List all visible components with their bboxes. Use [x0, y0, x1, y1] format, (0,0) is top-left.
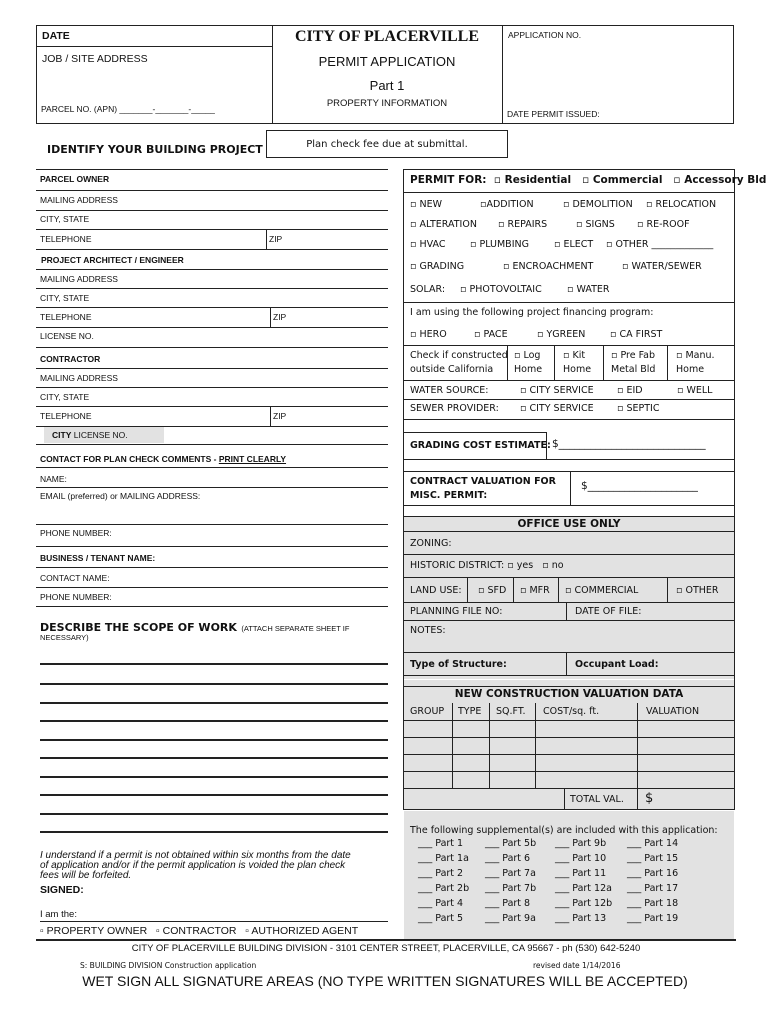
supplemental-part-label: Part 1: [435, 838, 464, 849]
val-col-sqft: SQ.FT.: [496, 706, 526, 717]
understand-text: I understand if a permit is not obtained within six months from the date of application and/or if the permit application is voided the plan check fees will be forfeited.: [40, 850, 351, 881]
supplemental-part-checkbox[interactable]: ___ Part 6: [485, 853, 531, 864]
solar-row: SOLAR: ▫ PHOTOVOLTAIC ▫ WATER: [410, 284, 610, 295]
phone-number-label-2: PHONE NUMBER:: [40, 592, 112, 602]
contract-valuation-label: CONTRACT VALUATION FOR MISC. PERMIT:: [410, 476, 556, 501]
supplemental-part-checkbox[interactable]: ___ Part 7a: [485, 868, 536, 879]
supplemental-part-checkbox[interactable]: ___ Part 18: [627, 898, 679, 909]
repairs-checkbox[interactable]: ▫: [498, 219, 505, 230]
sewer-city-checkbox[interactable]: ▫: [520, 403, 527, 414]
financing-row: ▫ HERO ▫ PACE ▫ YGREEN ▫ CA FIRST: [410, 329, 663, 340]
property-info: PROPERTY INFORMATION: [326, 98, 448, 109]
supplemental-part-label: Part 17: [644, 883, 679, 894]
role-options: ▫ PROPERTY OWNER ▫ CONTRACTOR ▫ AUTHORIZED AGENT: [40, 925, 359, 937]
historic-yes-checkbox[interactable]: ▫: [507, 560, 514, 571]
sfd-checkbox[interactable]: ▫ SFD: [478, 585, 507, 596]
log-home-option[interactable]: ▫ Log Home: [514, 350, 543, 375]
hvac-checkbox[interactable]: ▫: [410, 239, 417, 250]
office-use-title: OFFICE USE ONLY: [517, 518, 621, 530]
plan-check-note: Plan check fee due at submittal.: [266, 130, 508, 158]
architect-label: PROJECT ARCHITECT / ENGINEER: [41, 255, 184, 265]
notes-label: NOTES:: [410, 625, 446, 636]
supplemental-part-label: Part 14: [644, 838, 679, 849]
supplemental-part-label: Part 1a: [435, 853, 469, 864]
supplemental-part-label: Part 12b: [572, 898, 613, 909]
commercial-checkbox[interactable]: ▫: [582, 174, 590, 186]
authorized-agent-checkbox[interactable]: ▫: [245, 925, 250, 937]
supplemental-part-label: Part 7b: [502, 883, 537, 894]
re-roof-checkbox[interactable]: ▫: [637, 219, 644, 230]
supplemental-part-label: Part 11: [572, 868, 607, 879]
supplemental-part-label: Part 12a: [572, 883, 612, 894]
total-val-dollar: $: [645, 791, 654, 806]
i-am-label: I am the:: [40, 909, 77, 920]
manu-home-option[interactable]: ▫ Manu. Home: [676, 350, 715, 375]
residential-checkbox[interactable]: ▫: [493, 174, 501, 186]
supplemental-part-checkbox[interactable]: ___ Part 19: [627, 913, 679, 924]
signs-checkbox[interactable]: ▫: [576, 219, 583, 230]
phone-number-label: PHONE NUMBER:: [40, 528, 112, 538]
grading-cost-input[interactable]: $____________________________: [552, 438, 706, 450]
supplemental-part-label: Part 2b: [435, 883, 470, 894]
supplemental-part-checkbox[interactable]: ___ Part 15: [627, 853, 679, 864]
supplemental-part-label: Part 5: [435, 913, 464, 924]
city-license-label: CITY LICENSE NO.: [52, 430, 128, 440]
plumbing-checkbox[interactable]: ▫: [470, 239, 477, 250]
owner-telephone-label: TELEPHONE: [40, 234, 92, 244]
elect-checkbox[interactable]: ▫: [554, 239, 561, 250]
water-source-row: WATER SOURCE: ▫ CITY SERVICE ▫ EID ▫ WELL: [410, 385, 713, 396]
supplemental-part-checkbox[interactable]: ___ Part 5b: [485, 838, 537, 849]
water-city-checkbox[interactable]: ▫: [520, 385, 527, 396]
prefab-metal-option[interactable]: ▫ Pre Fab Metal Bld: [611, 350, 656, 375]
signed-label: SIGNED:: [40, 884, 84, 896]
hero-checkbox[interactable]: ▫: [410, 329, 417, 340]
grading-cost-label: GRADING COST ESTIMATE:: [410, 440, 551, 451]
contact-plan-check-label: CONTACT FOR PLAN CHECK COMMENTS - PRINT CLEARLY: [40, 454, 287, 464]
contract-valuation-input[interactable]: $_____________________: [581, 480, 698, 492]
encroachment-checkbox[interactable]: ▫: [503, 261, 510, 272]
architect-city-label: CITY, STATE: [40, 293, 90, 303]
mfr-checkbox[interactable]: ▫ MFR: [520, 585, 550, 596]
revised-date: revised date 1/14/2016: [533, 961, 621, 970]
supplemental-part-label: Part 5b: [502, 838, 537, 849]
contact-name-label-2: CONTACT NAME:: [40, 573, 110, 583]
date-issued-label: DATE PERMIT ISSUED:: [507, 109, 600, 119]
contractor-zip-label: ZIP: [273, 411, 287, 421]
supplemental-part-checkbox[interactable]: ___ Part 10: [555, 853, 607, 864]
permit-for-row: PERMIT FOR: ▫ Residential ▫ Commercial ▫ Accessory Bld: [410, 174, 767, 186]
pace-checkbox[interactable]: ▫: [474, 329, 481, 340]
identify-project: IDENTIFY YOUR BUILDING PROJECT: [47, 143, 263, 156]
supplemental-parts-grid: [418, 838, 728, 934]
eid-checkbox[interactable]: ▫: [617, 385, 624, 396]
date-label: DATE: [42, 30, 70, 42]
addition-checkbox[interactable]: ▫: [480, 199, 487, 210]
supplemental-part-checkbox[interactable]: ___ Part 13: [555, 913, 607, 924]
license-no-label: LICENSE NO.: [40, 331, 94, 341]
supplemental-part-label: Part 16: [644, 868, 679, 879]
part-title: Part 1: [369, 78, 405, 93]
supplemental-part-checkbox[interactable]: ___ Part 2: [418, 868, 464, 879]
owner-mailing-label: MAILING ADDRESS: [40, 195, 118, 205]
supplemental-part-checkbox[interactable]: ___ Part 17: [627, 883, 679, 894]
occupant-load-label: Occupant Load:: [575, 659, 659, 670]
water-sewer-checkbox[interactable]: ▫: [622, 261, 629, 272]
valuation-title: NEW CONSTRUCTION VALUATION DATA: [454, 688, 684, 700]
commercial-use-checkbox[interactable]: ▫ COMMERCIAL: [565, 585, 639, 596]
photovoltaic-checkbox[interactable]: ▫: [460, 284, 467, 295]
val-col-valuation: VALUATION: [646, 706, 700, 717]
historic-no-checkbox[interactable]: ▫: [542, 560, 549, 571]
supplemental-part-checkbox[interactable]: ___ Part 16: [627, 868, 679, 879]
financing-label: I am using the following project financing program:: [410, 307, 654, 318]
val-col-cost: COST/sq. ft.: [543, 706, 600, 717]
contractor-checkbox[interactable]: ▫: [155, 925, 160, 937]
val-col-type: TYPE: [458, 706, 482, 717]
city-title: CITY OF PLACERVILLE: [294, 28, 480, 45]
septic-checkbox[interactable]: ▫: [617, 403, 624, 414]
supplemental-part-label: Part 13: [572, 913, 607, 924]
val-col-group: GROUP: [410, 706, 445, 717]
application-no-label: APPLICATION NO.: [508, 30, 582, 40]
doc-path: S: BUILDING DIVISION Construction application: [80, 961, 257, 970]
supplemental-part-checkbox[interactable]: ___ Part 8: [485, 898, 531, 909]
accessory-bld-checkbox[interactable]: ▫: [673, 174, 681, 186]
supplemental-part-label: Part 2: [435, 868, 464, 879]
supplemental-part-checkbox[interactable]: ___ Part 11: [555, 868, 607, 879]
supplemental-part-label: Part 19: [644, 913, 679, 924]
grading-checkbox[interactable]: ▫: [410, 261, 417, 272]
solar-water-checkbox[interactable]: ▫: [567, 284, 574, 295]
property-owner-checkbox[interactable]: ▫: [40, 925, 44, 937]
other-checkbox[interactable]: ▫: [606, 239, 613, 250]
job-site-label: JOB / SITE ADDRESS: [42, 53, 148, 65]
business-tenant-label: BUSINESS / TENANT NAME:: [40, 553, 156, 563]
architect-zip-label: ZIP: [273, 312, 287, 322]
kit-home-option[interactable]: ▫ Kit Home: [563, 350, 592, 375]
date-of-file-label: DATE OF FILE:: [575, 606, 642, 617]
architect-telephone-label: TELEPHONE: [40, 312, 92, 322]
supplemental-part-checkbox[interactable]: ___ Part 2b: [418, 883, 470, 894]
zoning-label: ZONING:: [410, 538, 452, 549]
alteration-checkbox[interactable]: ▫: [410, 219, 417, 230]
supplemental-part-label: Part 9a: [502, 913, 536, 924]
email-label: EMAIL (preferred) or MAILING ADDRESS:: [40, 491, 201, 501]
wet-sign-notice: WET SIGN ALL SIGNATURE AREAS (NO TYPE WRITTEN SIGNATURES WILL BE ACCEPTED): [82, 973, 688, 989]
supplemental-part-checkbox[interactable]: ___ Part 4: [418, 898, 464, 909]
relocation-checkbox[interactable]: ▫: [646, 199, 653, 210]
parcel-no-label: PARCEL NO. (APN) _______-_______-_____: [41, 104, 215, 114]
owner-city-label: CITY, STATE: [40, 214, 90, 224]
planning-file-label: PLANNING FILE NO:: [410, 606, 503, 617]
other-use-checkbox[interactable]: ▫ OTHER: [676, 585, 719, 596]
contractor-city-label: CITY, STATE: [40, 392, 90, 402]
supplemental-part-label: Part 4: [435, 898, 464, 909]
supplemental-part-label: Part 10: [572, 853, 607, 864]
supplementals-label: The following supplemental(s) are included with this application:: [410, 825, 718, 836]
supplemental-part-label: Part 7a: [502, 868, 536, 879]
supplemental-part-checkbox[interactable]: ___ Part 1: [418, 838, 464, 849]
supplemental-part-label: Part 18: [644, 898, 679, 909]
permit-type-row-3: ▫ HVAC ▫ PLUMBING ▫ ELECT ▫ OTHER _____________: [410, 239, 714, 250]
office-use-shade-1: [404, 516, 734, 679]
ygreen-checkbox[interactable]: ▫: [537, 329, 544, 340]
supplemental-part-label: Part 15: [644, 853, 679, 864]
owner-zip-label: ZIP: [269, 234, 283, 244]
new-checkbox[interactable]: ▫: [410, 199, 417, 210]
scope-title: DESCRIBE THE SCOPE OF WORK (ATTACH SEPARATE SHEET IF: [40, 621, 350, 634]
supplemental-part-label: Part 9b: [572, 838, 607, 849]
supplemental-part-checkbox[interactable]: ___ Part 1a: [418, 853, 469, 864]
division-address: CITY OF PLACERVILLE BUILDING DIVISION - 3101 CENTER STREET, PLACERVILLE, CA 95667 - ph (530) 642-5240: [131, 943, 641, 954]
permit-type-row-4: ▫ GRADING ▫ ENCROACHMENT ▫ WATER/SEWER: [410, 261, 702, 272]
contractor-mailing-label: MAILING ADDRESS: [40, 373, 118, 383]
land-use-label: LAND USE:: [410, 585, 462, 596]
contractor-telephone-label: TELEPHONE: [40, 411, 92, 421]
parcel-owner-label: PARCEL OWNER: [40, 174, 110, 184]
supplemental-part-checkbox[interactable]: ___ Part 7b: [485, 883, 537, 894]
type-of-structure-label: Type of Structure:: [410, 659, 507, 670]
supplemental-part-checkbox[interactable]: ___ Part 9a: [485, 913, 536, 924]
sewer-provider-row: SEWER PROVIDER: ▫ CITY SERVICE ▫ SEPTIC: [410, 403, 660, 414]
supplemental-part-checkbox[interactable]: ___ Part 9b: [555, 838, 607, 849]
architect-mailing-label: MAILING ADDRESS: [40, 274, 118, 284]
permit-type-row-1: ▫ NEW ▫ADDITION ▫ DEMOLITION ▫ RELOCATION: [410, 199, 717, 210]
total-val-label: TOTAL VAL.: [570, 794, 624, 805]
contractor-label: CONTRACTOR: [40, 354, 101, 364]
supplemental-part-label: Part 8: [502, 898, 531, 909]
scope-note: NECESSARY): [40, 633, 89, 642]
demolition-checkbox[interactable]: ▫: [563, 199, 570, 210]
supplemental-part-label: Part 6: [502, 853, 531, 864]
permit-title: PERMIT APPLICATION: [318, 54, 456, 69]
historic-row: HISTORIC DISTRICT: ▫ yes ▫ no: [410, 560, 564, 571]
permit-type-row-2: ▫ ALTERATION ▫ REPAIRS ▫ SIGNS ▫ RE-ROOF: [410, 219, 690, 230]
supplemental-part-checkbox[interactable]: ___ Part 14: [627, 838, 679, 849]
ca-first-checkbox[interactable]: ▫: [610, 329, 617, 340]
contact-name-label: NAME:: [40, 474, 67, 484]
constructed-label: Check if constructed outside California: [410, 350, 508, 375]
supplemental-part-checkbox[interactable]: ___ Part 12b: [555, 898, 613, 909]
well-checkbox[interactable]: ▫: [677, 385, 684, 396]
supplemental-part-checkbox[interactable]: ___ Part 5: [418, 913, 464, 924]
supplemental-part-checkbox[interactable]: ___ Part 12a: [555, 883, 612, 894]
